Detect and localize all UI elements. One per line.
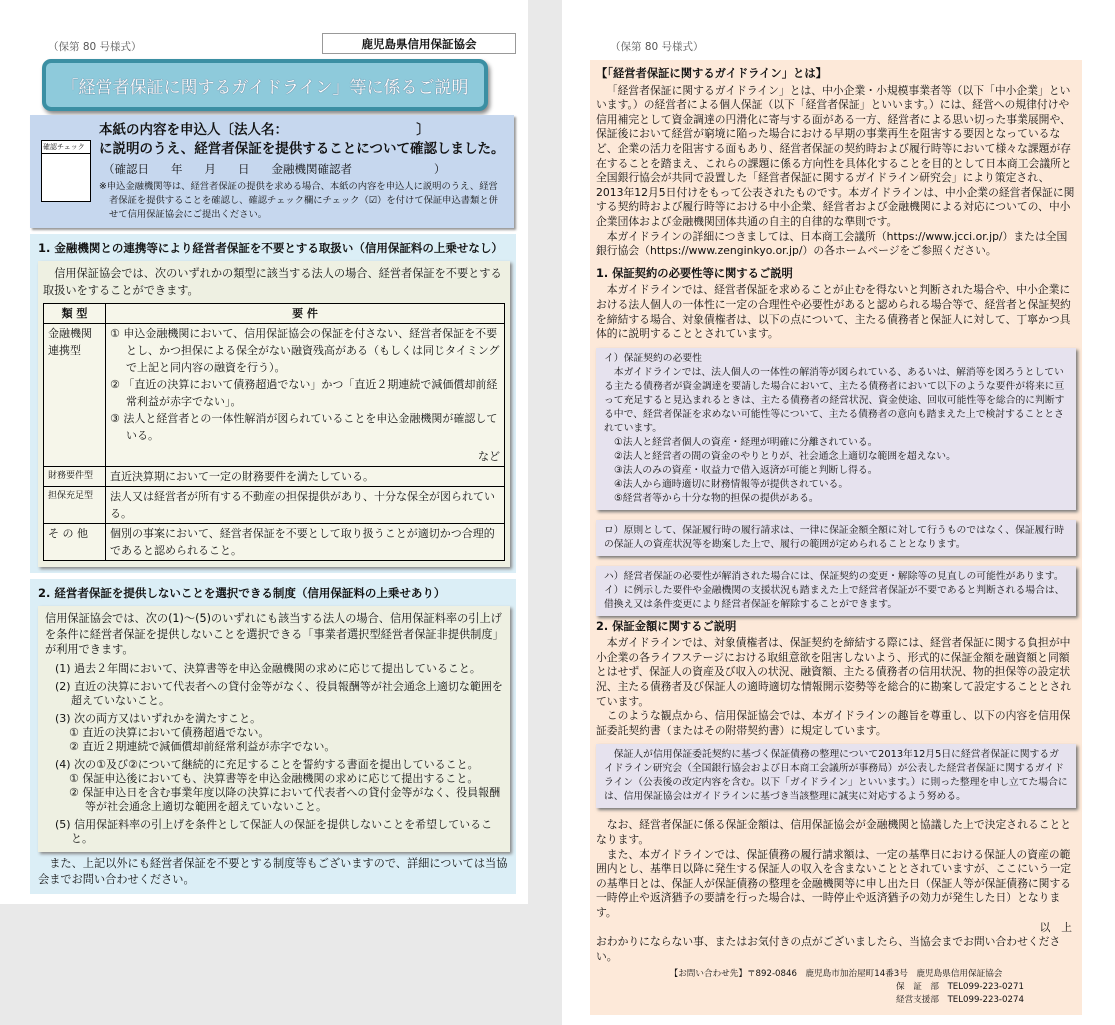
date-label: （確認日 xyxy=(103,162,149,176)
row-requirements xyxy=(106,467,505,487)
page-title: 「経営者保証に関するガイドライン」等に係るご説明 xyxy=(61,77,469,98)
s1-para: 本ガイドラインでは、経営者保証を求めることが止むを得ないと判断された場合や、中小企業における法人個人の一体性に一定の合理性や必要性があると認められる場合等で、経営者と保証契約を締結する場合、対象債権者は、以下の点について、主たる債務者と保証人に対して、丁寧かつ具体的に説明することとされています。 xyxy=(596,283,1071,341)
condition-subitem: ① 直近の決算において債務超過でない。 xyxy=(69,725,270,739)
row-requirements xyxy=(106,324,505,467)
requirement-item: ①法人と経営者個人の資産・経理が明確に分離されている。 xyxy=(614,436,878,448)
table-row xyxy=(44,467,505,487)
box-ro: ロ）原則として、保証履行時の履行請求は、一律に保証金額全額に対して行うものではなく、保証履行時の保証人の資産状況等を勘案した上で、履行の範囲が定められることとなります。 xyxy=(596,520,1076,556)
organization-name: 鹿児島県信用保証協会 xyxy=(322,33,516,54)
requirement-item: ① 申込金融機関において、信用保証協会の保証を付さない、経営者保証を不要とし、かつ担保による保全がない融資残高がある（もしくは同じタイミングで上記と同内容の融資を行う）。 xyxy=(110,327,500,374)
s2-para3: なお、経営者保証に係る保証金額は、信用保証協会が金融機関と協議した上で決定されることとなります。 xyxy=(596,818,1072,847)
table-row xyxy=(44,324,505,467)
s2-box: 保証人が信用保証委託契約に基づく保証債務の整理について2013年12月5日に経営者保証に関するガイドライン研究会（全国銀行協会および日本商工会議所が事務局）が公表した経営者保証に関するガイドライン（公表後の改定内容を含む。以下「ガイドライン」といいます。）に則った整理を申し立てた場合には、信用保証協会はガイドラインに基づき当該整理に誠実に対応するよう努める。 xyxy=(596,744,1076,808)
col-type: 類 型 xyxy=(44,304,106,324)
condition-subitem: ② 保証申込日を含む事業年度以降の決算において代表者への貸付金等がなく、役員報酬等が社会通念上適切な範囲を超えていないこと。 xyxy=(69,785,501,813)
row-type: そ の 他 xyxy=(44,524,106,561)
page-title-banner xyxy=(42,59,488,111)
s2-para2: このような観点から、信用保証協会では、本ガイドラインの趣旨を尊重し、以下の内容を信用保証委託契約書（またはその附帯契約書）に規定しています。 xyxy=(596,709,1071,737)
row-type: 担保充足型 xyxy=(44,487,106,524)
requirement-item: 直近決算期において一定の財務要件を満たしている。 xyxy=(110,470,374,483)
check-label: 確認チェック xyxy=(42,141,90,154)
guideline-para1: 「経営者保証に関するガイドライン」とは、中小企業・小規模事業者等（以下「中小企業」といいます。）の経営者による個人保証（以下「経営者保証」といいます。）には、経営への規律付けや信用補完として資金調達の円滑化に寄与する面がある一方、経営者による思い切った事業展開や、保証後において経営が窮境に陥った場合における早期の事業再生を阻害する要因となっているなど、企業の活力を阻害する面もあり、経営者保証の契約時および履行時等において様々な課題が存在することを踏まえ、これらの課題に係る方向性を具体化することを目的として日本商工会議所と全国銀行協会が共同で設置した「経営者保証に関するガイドライン研究会」により策定され、2013年12月5日付けをもって公表されたものです。本ガイドラインは、中小企業の経営者保証に関する契約時および履行時等における中小企業、経営者および金融機関による対応についての、中小企業団体および金融機関団体共通の自主的自律的な準則です。 xyxy=(596,83,1075,228)
requirement-item: ③法人のみの資産・収益力で借入返済が可能と判断し得る。 xyxy=(614,464,878,476)
guideline-para2: 本ガイドラインの詳細につきましては、日本商工会議所（https://www.jcci.or.jp/）または全国銀行協会（https://www.zenginkyo.or.jp/）の各ホームページをご参照ください。 xyxy=(596,229,1068,258)
contact: 【お問い合わせ先】〒892-0846 鹿児島市加治屋町14番3号 鹿児島県信用保証協会 xyxy=(669,969,1003,980)
form-number: （保第 80 号様式） xyxy=(610,41,704,53)
condition-subitem: ① 保証申込後においても、決算書等を申込金融機関の求めに応じて提出すること。 xyxy=(69,771,479,785)
confirm-note: ※申込金融機関等は、経営者保証の提供を求める場合、本紙の内容を申込人に説明のうえ、経営者保証を提供することを確認し、確認チェック欄にチェック（☑）を付けて保証申込書類と併せて信用保証協会にご提出ください。 xyxy=(99,181,498,220)
box-necessity xyxy=(596,348,1076,510)
col-requirements: 要 件 xyxy=(106,304,505,324)
type-requirements-table xyxy=(43,303,505,561)
box-i-title: イ）保証契約の必要性 xyxy=(604,352,702,364)
form-number: （保第 80 号様式） xyxy=(48,41,142,53)
closing: おわかりにならない事、またはお気付きの点がございましたら、当協会までお問い合わせください。 xyxy=(596,935,1061,963)
close-paren: ） xyxy=(434,162,446,176)
left-page xyxy=(0,0,528,904)
condition-item: (4) 次の①及び②について継続的に充足することを誓約する書面を提出していること。 xyxy=(55,757,479,771)
box-i-text: 本ガイドラインでは、法人個人の一体性の解消等が図られている、あるいは、解消等を図ろうとしている主たる債務者が資金調達を要請した場合において、主たる債務者において以下のような要件が将来に亘って充足すると見込まれるときは、主たる債務者の経営状況、資金使途、回収可能性等を総合的に判断する中で、経営者保証を求めない可能性等について、主たる債務者の意向も踏まえた上で検討することとされています。 xyxy=(604,366,1065,434)
row-requirements xyxy=(106,524,505,561)
s2-heading: 2. 保証金額に関するご説明 xyxy=(596,619,737,633)
section-1-heading: 1. 金融機関との連携等により経営者保証を不要とする取扱い（信用保証料の上乗せなし） xyxy=(38,241,503,255)
guideline-heading: 【「経営者保証に関するガイドライン」とは】 xyxy=(596,67,827,80)
tel-guarantee: 保 証 部 TEL099-223-0271 xyxy=(896,982,1024,993)
table-row xyxy=(44,487,505,524)
requirement-item: ②法人と経営者の間の資金のやりとりが、社会通念上適切な範囲を超えない。 xyxy=(614,450,956,462)
s1-heading: 1. 保証契約の必要性等に関するご説明 xyxy=(596,266,793,280)
condition-item: (2) 直近の決算において代表者への貸付金等がなく、役員報酬等が社会通念上適切な範囲を超えていないこと。 xyxy=(55,679,503,707)
table-row xyxy=(44,524,505,561)
row-type: 財務要件型 xyxy=(44,467,106,487)
confirm-date-line xyxy=(103,161,506,178)
condition-subitem: ② 直近２期連続で減価償却前経常利益が赤字でない。 xyxy=(69,739,336,753)
row-type: 金融機関連携型 xyxy=(44,324,106,467)
s2-para1: 本ガイドラインでは、対象債権者は、保証契約を締結する際には、経営者保証に関する負担が中小企業の各ライフステージにおける取組意欲を阻害しないよう、形式的に保証金額を融資額と同額とはせず、保証人の資産及び収入の状況、融資額、主たる債務者の信用状況、物的担保等の設定状況、主たる債務者及び保証人の適時適切な情報開示姿勢等を総合的に勘案して設定することとされています。 xyxy=(596,636,1072,708)
section-2 xyxy=(30,579,516,894)
section-2-intro: 信用保証協会では、次の(1)～(5)のいずれにも該当する法人の場合、信用保証料率の引上げを条件に経営者保証を提供しないことを選択できる「事業者選択型経営者保証非提供制度」が利用できます。 xyxy=(45,612,502,656)
right-page xyxy=(562,0,1115,1025)
section-2-heading: 2. 経営者保証を提供しないことを選択できる制度（信用保証料の上乗せあり） xyxy=(38,586,446,600)
requirement-item: ③ 法人と経営者との一体性解消が図られていることを申込金融機関が確認している。 xyxy=(110,412,498,442)
section-2-closing: また、上記以外にも経営者保証を不要とする制度等もございますので、詳細については当協会までお問い合わせください。 xyxy=(38,856,508,886)
end-mark: 以 上 xyxy=(1039,920,1072,934)
condition-item: (5) 信用保証料率の引上げを条件として保証人の保証を提供しないことを希望していること。 xyxy=(55,817,493,845)
year-label: 年 xyxy=(171,162,183,176)
requirement-item: 法人又は経営者が所有する不動産の担保提供があり、十分な保全が図られている。 xyxy=(110,490,495,520)
row-requirements xyxy=(106,487,505,524)
s2-para4: また、本ガイドラインでは、保証債務の履行請求額は、一定の基準日における保証人の資産の範囲内とし、基準日以降に発生する保証人の収入を含まないこととされていますが、ここにいう一定の基準日とは、保証人が保証債務の整理を金融機関等に申し出た日（保証人等が保証債務に関する一時停止や返済猶予の要請を行った場合は、一時停止や返済猶予の効力が発生した日）となります。 xyxy=(596,847,1072,919)
month-label: 月 xyxy=(204,162,216,176)
requirement-item: ④法人から適時適切に財務情報等が提供されている。 xyxy=(614,478,849,490)
requirement-tail: など xyxy=(478,450,500,463)
section-1-intro: 信用保証協会では、次のいずれかの類型に該当する法人の場合、経営者保証を不要とする取扱いをすることができます。 xyxy=(43,267,502,297)
condition-item: (1) 過去２年間において、決算書等を申込金融機関の求めに応じて提出していること。 xyxy=(55,661,481,675)
section-1 xyxy=(30,234,516,573)
confirmer-label: 金融機関確認者 xyxy=(271,162,352,176)
box-ha: ハ）経営者保証の必要性が解消された場合には、保証契約の変更・解除等の見直しの可能性があります。イ）に例示した要件や金融機関の支援状況も踏まえた上で経営者保証が不要であると判断される場合は、借換え又は条件変更により経営者保証を解除することができます。 xyxy=(596,566,1076,616)
guideline-explanation xyxy=(590,60,1082,1015)
requirement-item: ② 「直近の決算において債務超過でない」かつ「直近２期連続で減価償却前経常利益が赤字でない」。 xyxy=(110,378,498,408)
condition-item: (3) 次の両方又はいずれかを満たすこと。 xyxy=(55,711,262,725)
tel-support: 経営支援部 TEL099-223-0274 xyxy=(896,995,1024,1006)
day-label: 日 xyxy=(238,162,250,176)
requirement-item: ⑤経営者等から十分な物的担保の提供がある。 xyxy=(614,492,819,504)
confirm-checkbox[interactable] xyxy=(41,140,91,202)
confirmation-box xyxy=(30,115,514,228)
confirm-line2: に説明のうえ、経営者保証を提供することについて確認しました。 xyxy=(99,141,505,157)
requirement-item: 個別の事案において、経営者保証を不要として取り扱うことが適切かつ合理的であると認められること。 xyxy=(110,527,495,557)
confirm-line1: 本紙の内容を申込人〔法人名： 〕 xyxy=(99,122,430,138)
